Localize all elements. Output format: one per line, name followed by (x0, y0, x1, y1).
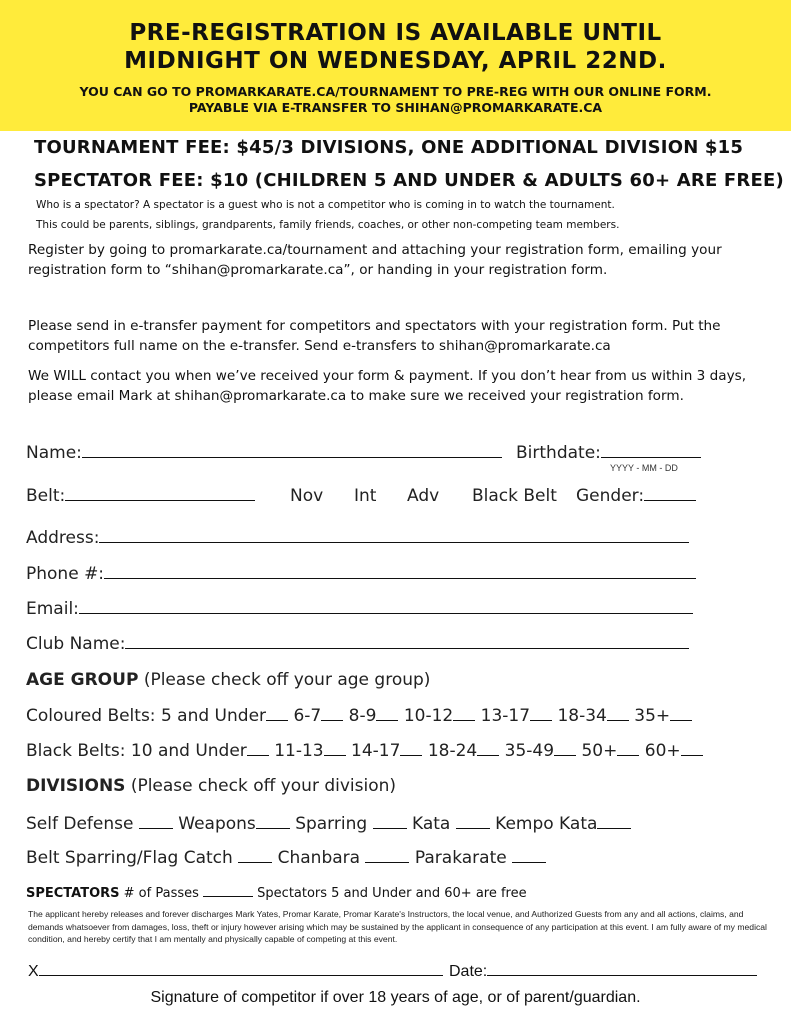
gender-field[interactable] (644, 500, 696, 501)
coloured-5-under-check[interactable] (266, 720, 288, 721)
date-row (449, 963, 757, 981)
division-chanbara: Chanbara (277, 848, 361, 868)
coloured-35-plus: 35+ (634, 706, 671, 726)
black-18-24-check[interactable] (477, 755, 499, 756)
divisions-heading: DIVISIONS (26, 776, 126, 796)
age-group-heading: AGE GROUP (26, 670, 139, 690)
gender-row (576, 486, 696, 506)
division-self-defense: Self Defense (26, 814, 134, 834)
division-sparring-check[interactable] (373, 828, 407, 829)
club-row (26, 634, 689, 654)
birthdate-field[interactable] (601, 457, 701, 458)
belt-option-black-belt[interactable]: Black Belt (472, 486, 557, 506)
black-14-17: 14-17 (351, 741, 401, 761)
division-sparring: Sparring (295, 814, 368, 834)
phone-label: Phone #: (26, 564, 105, 584)
payment-instructions: Please send in e-transfer payment for competitors and spectators with your registration form. Put the competitors full name on the e-transfer. Send e-transfers to shihan@promarkarate.ca (28, 318, 721, 354)
black-18-24: 18-24 (427, 741, 478, 761)
waiver-text: The applicant hereby releases and forever discharges Mark Yates, Promar Karate, Promar Karate's Instructors, the local venue, and Authorized Guests from any and all actions, claims, and demands whatsoever from damages, loss, theft or injury however arising which may be sustained by the applicant in consequence of any participation at this event. I am fully aware of my medical condition, and hereby certify that I am mentally and physically capable of competing at this event. (28, 909, 767, 944)
address-field[interactable] (99, 542, 689, 543)
signature-x: X (28, 963, 39, 980)
division-belt-sparring: Belt Sparring/Flag Catch (26, 848, 233, 868)
date-field[interactable] (487, 975, 757, 976)
age-group-heading-row (26, 670, 430, 690)
name-row (26, 443, 502, 463)
divisions-instruction: (Please check off your division) (130, 776, 397, 796)
coloured-10-12-check[interactable] (453, 720, 475, 721)
coloured-belts-row (26, 706, 692, 726)
coloured-13-17: 13-17 (480, 706, 531, 726)
spectator-fee: SPECTATOR FEE: $10 (CHILDREN 5 AND UNDER & ADULTS 60+ ARE FREE) (34, 170, 784, 191)
division-kempo-kata-check[interactable] (597, 828, 631, 829)
division-weapons: Weapons (178, 814, 256, 834)
spectators-row (26, 886, 527, 901)
coloured-8-9-check[interactable] (376, 720, 398, 721)
divisions-row-2 (26, 848, 546, 868)
address-row (26, 528, 689, 548)
spectators-heading: SPECTATORS (26, 886, 120, 901)
black-60-plus: 60+ (644, 741, 681, 761)
coloured-13-17-check[interactable] (530, 720, 552, 721)
black-11-13: 11-13 (274, 741, 324, 761)
division-parakarate-check[interactable] (512, 862, 546, 863)
coloured-8-9: 8-9 (348, 706, 377, 726)
division-weapons-check[interactable] (256, 828, 290, 829)
spectator-note-2: This could be parents, siblings, grandparents, family friends, coaches, or other non-competing team members. (36, 219, 620, 231)
black-11-13-check[interactable] (324, 755, 346, 756)
coloured-10-12: 10-12 (403, 706, 454, 726)
coloured-18-34-check[interactable] (607, 720, 629, 721)
register-instructions: Register by going to promarkarate.ca/tournament and attaching your registration form, emailing your registration form to “shihan@promarkarate.ca”, or handing in your registration form. (28, 242, 722, 278)
belt-option-int[interactable]: Int (354, 486, 377, 506)
banner-line-3: YOU CAN GO TO PROMARKARATE.CA/TOURNAMENT TO PRE-REG WITH OUR ONLINE FORM. (79, 84, 712, 99)
black-10-under-check[interactable] (247, 755, 269, 756)
division-self-defense-check[interactable] (139, 828, 173, 829)
black-35-49: 35-49 (504, 741, 555, 761)
division-belt-sparring-check[interactable] (238, 862, 272, 863)
spectators-note: Spectators 5 and Under and 60+ are free (257, 886, 527, 901)
black-belts-row (26, 741, 703, 761)
black-50-plus-check[interactable] (617, 755, 639, 756)
spectators-passes-label: # of Passes (123, 886, 199, 901)
birthdate-row (516, 443, 701, 463)
banner-line-1: PRE-REGISTRATION IS AVAILABLE UNTIL (129, 20, 662, 46)
tournament-fee: TOURNAMENT FEE: $45/3 DIVISIONS, ONE ADDITIONAL DIVISION $15 (34, 137, 744, 158)
contact-instructions: We WILL contact you when we’ve received your form & payment. If you don’t hear from us within 3 days, please email Mark at shihan@promarkarate.ca to make sure we received your registration form. (28, 368, 747, 404)
name-label: Name: (26, 443, 82, 463)
name-field[interactable] (82, 457, 502, 458)
belt-label: Belt: (26, 486, 66, 506)
belt-field[interactable] (65, 500, 255, 501)
signature-field[interactable] (39, 975, 443, 976)
belt-row (26, 486, 255, 506)
header-banner (0, 0, 791, 131)
spectators-passes-field[interactable] (203, 896, 253, 897)
division-kata-check[interactable] (456, 828, 490, 829)
coloured-6-7-check[interactable] (321, 720, 343, 721)
coloured-5-under: 5 and Under (160, 706, 267, 726)
black-14-17-check[interactable] (400, 755, 422, 756)
black-50-plus: 50+ (581, 741, 618, 761)
club-field[interactable] (125, 648, 689, 649)
coloured-35-plus-check[interactable] (670, 720, 692, 721)
division-parakarate: Parakarate (414, 848, 507, 868)
division-chanbara-check[interactable] (365, 862, 409, 863)
birthdate-hint: YYYY - MM - DD (610, 463, 678, 473)
email-row (26, 599, 693, 619)
belt-option-adv[interactable]: Adv (407, 486, 440, 506)
division-kata: Kata (411, 814, 451, 834)
email-field[interactable] (79, 613, 693, 614)
banner-line-2: MIDNIGHT ON WEDNESDAY, APRIL 22ND. (124, 48, 667, 74)
phone-field[interactable] (104, 578, 696, 579)
black-10-under: 10 and Under (130, 741, 247, 761)
coloured-belts-label: Coloured Belts: (26, 706, 156, 726)
birthdate-label: Birthdate: (516, 443, 601, 463)
address-label: Address: (26, 528, 100, 548)
age-group-instruction: (Please check off your age group) (143, 670, 431, 690)
divisions-heading-row (26, 776, 396, 796)
coloured-6-7: 6-7 (293, 706, 322, 726)
division-kempo-kata: Kempo Kata (495, 814, 598, 834)
coloured-18-34: 18-34 (557, 706, 607, 726)
black-35-49-check[interactable] (554, 755, 576, 756)
club-label: Club Name: (26, 634, 126, 654)
signature-row (28, 963, 443, 981)
date-label: Date: (449, 963, 488, 980)
email-label: Email: (26, 599, 79, 619)
phone-row (26, 564, 696, 584)
black-belts-label: Black Belts: (26, 741, 126, 761)
signature-caption: Signature of competitor if over 18 years of age, or of parent/guardian. (150, 989, 641, 1006)
black-60-plus-check[interactable] (681, 755, 703, 756)
divisions-row-1 (26, 814, 631, 834)
spectator-note-1: Who is a spectator? A spectator is a guest who is not a competitor who is coming in to watch the tournament. (36, 199, 615, 211)
gender-label: Gender: (576, 486, 645, 506)
belt-option-nov[interactable]: Nov (290, 486, 324, 506)
banner-line-4: PAYABLE VIA E-TRANSFER TO SHIHAN@PROMARKARATE.CA (188, 100, 603, 115)
